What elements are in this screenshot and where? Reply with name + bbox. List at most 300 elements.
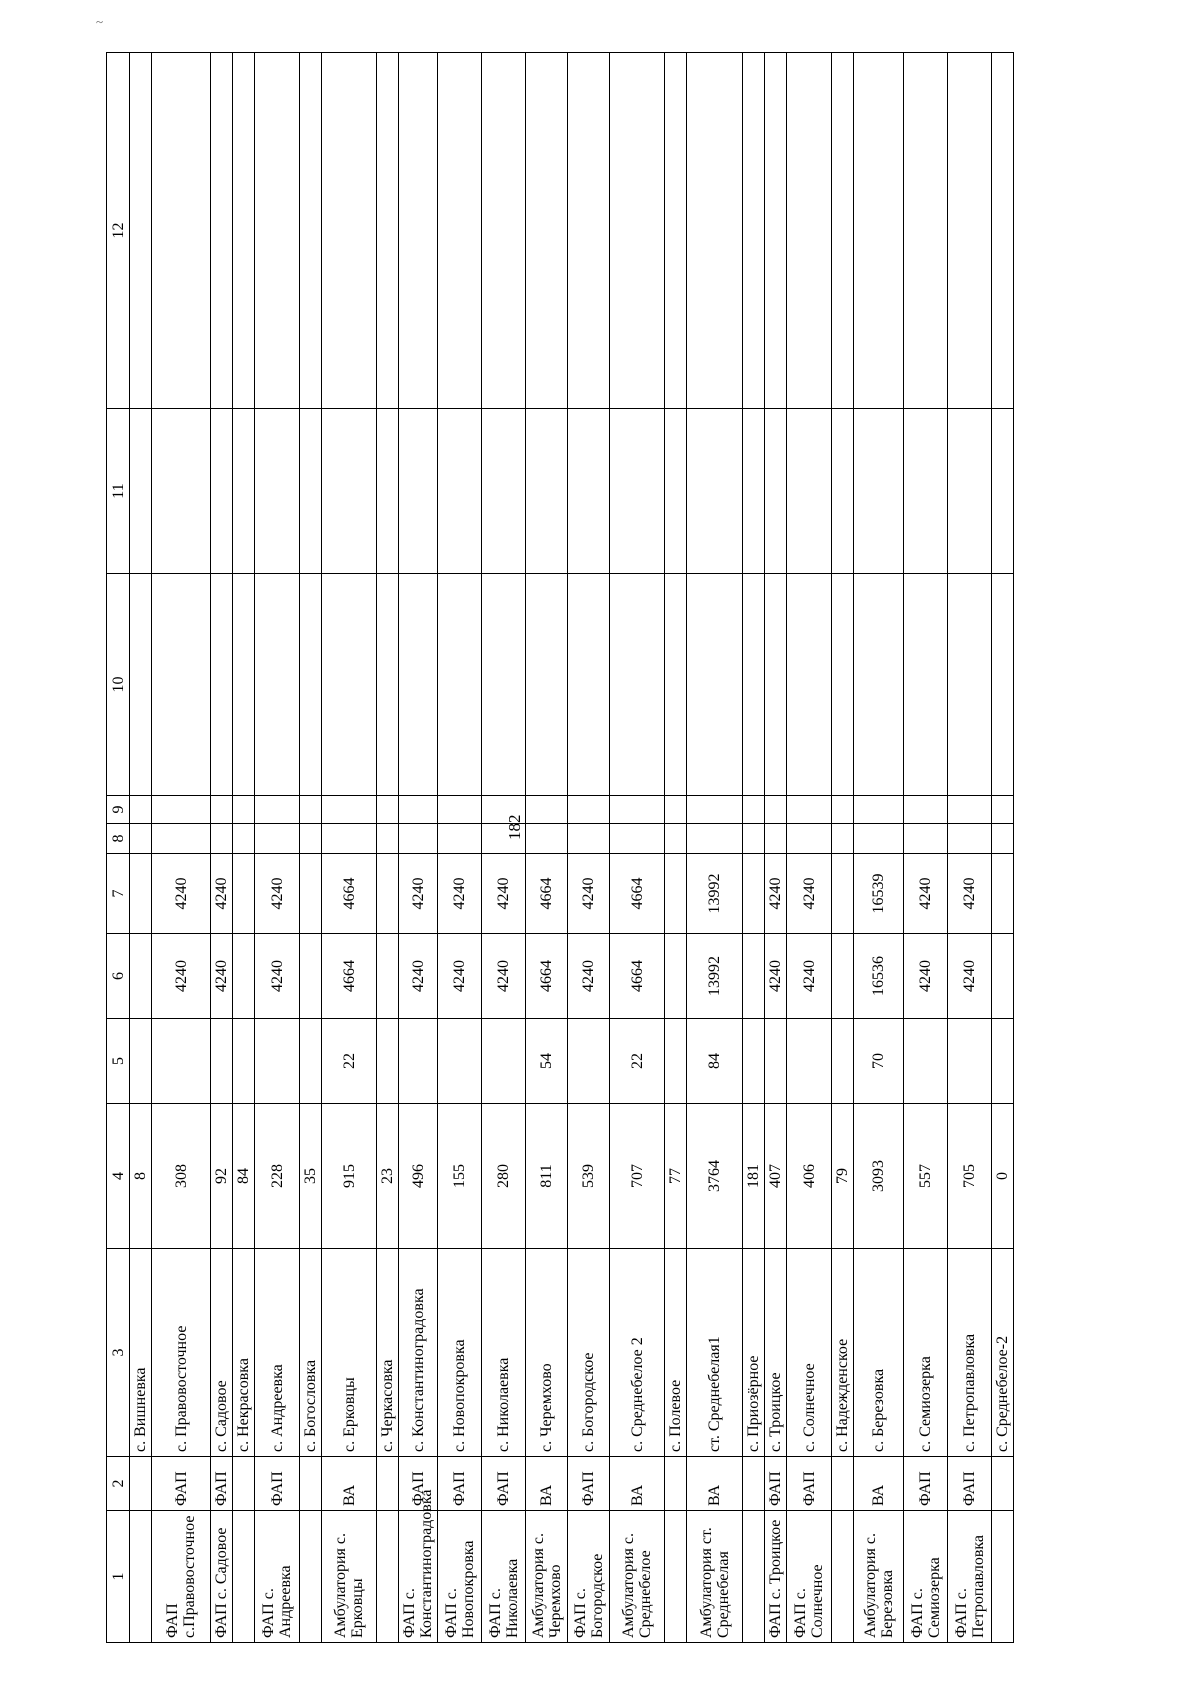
value-col7	[300, 854, 322, 934]
population: 496	[399, 1104, 438, 1249]
empty-cell	[399, 574, 438, 796]
rotated-table-wrapper	[106, 53, 1196, 1643]
empty-cell	[743, 53, 765, 409]
population: 228	[255, 1104, 300, 1249]
value-col5	[787, 1019, 832, 1104]
empty-cell	[322, 53, 377, 409]
population: 0	[992, 1104, 1014, 1249]
value-col6: 4240	[568, 934, 610, 1019]
empty-cell	[130, 796, 152, 824]
table-row	[482, 53, 526, 1643]
facility-type: ВА	[610, 1457, 665, 1511]
empty-cell	[743, 409, 765, 574]
value-col7: 4240	[438, 854, 482, 934]
value-col7	[665, 854, 687, 934]
value-col7: 4664	[322, 854, 377, 934]
value-col6: 13992	[687, 934, 743, 1019]
empty-cell	[233, 574, 255, 796]
empty-cell	[211, 574, 233, 796]
value-col6	[300, 934, 322, 1019]
value-col7: 4664	[526, 854, 568, 934]
empty-cell	[832, 796, 854, 824]
population: 79	[832, 1104, 854, 1249]
settlement: с. Надежденское	[832, 1249, 854, 1457]
empty-cell	[832, 409, 854, 574]
col-header: 9	[107, 796, 130, 824]
empty-cell	[233, 796, 255, 824]
empty-cell	[787, 574, 832, 796]
facility-type	[832, 1457, 854, 1511]
empty-cell	[482, 53, 526, 409]
facility-name	[665, 1511, 687, 1643]
settlement: с. Садовое	[211, 1249, 233, 1457]
facility-name: ФАП с.Правовосточное	[152, 1511, 211, 1643]
population: 3764	[687, 1104, 743, 1249]
population: 280	[482, 1104, 526, 1249]
value-col6: 4240	[255, 934, 300, 1019]
empty-cell	[687, 574, 743, 796]
settlement: с. Приозёрное	[743, 1249, 765, 1457]
facility-name	[832, 1511, 854, 1643]
facility-type: ФАП	[152, 1457, 211, 1511]
value-col7: 16539	[854, 854, 904, 934]
empty-cell	[526, 796, 568, 824]
population: 8	[130, 1104, 152, 1249]
facility-type: ФАП	[482, 1457, 526, 1511]
empty-cell	[233, 824, 255, 854]
empty-cell	[787, 409, 832, 574]
settlement: с. Черемхово	[526, 1249, 568, 1457]
population: 811	[526, 1104, 568, 1249]
empty-cell	[992, 409, 1014, 574]
empty-cell	[610, 409, 665, 574]
empty-cell	[300, 796, 322, 824]
empty-cell	[399, 796, 438, 824]
empty-cell	[743, 574, 765, 796]
settlement: с. Троицкое	[765, 1249, 787, 1457]
empty-cell	[904, 574, 948, 796]
empty-cell	[904, 53, 948, 409]
table-row	[211, 53, 233, 1643]
empty-cell	[482, 824, 526, 854]
empty-cell	[377, 53, 399, 409]
page-number: 182	[505, 814, 524, 840]
population: 407	[765, 1104, 787, 1249]
value-col7	[233, 854, 255, 934]
value-col7: 4240	[765, 854, 787, 934]
col-header: 3	[107, 1249, 130, 1457]
empty-cell	[665, 574, 687, 796]
population: 181	[743, 1104, 765, 1249]
empty-cell	[904, 796, 948, 824]
table-row	[300, 53, 322, 1643]
population: 92	[211, 1104, 233, 1249]
empty-cell	[832, 53, 854, 409]
table-row	[992, 53, 1014, 1643]
empty-cell	[438, 824, 482, 854]
settlement: с. Черкасовка	[377, 1249, 399, 1457]
value-col7: 4240	[787, 854, 832, 934]
value-col6: 4664	[526, 934, 568, 1019]
population: 77	[665, 1104, 687, 1249]
empty-cell	[992, 796, 1014, 824]
empty-cell	[438, 574, 482, 796]
value-col5	[482, 1019, 526, 1104]
empty-cell	[130, 409, 152, 574]
facility-name: Амбулатория с. Среднебелое	[610, 1511, 665, 1643]
value-col7: 4240	[255, 854, 300, 934]
value-col6	[377, 934, 399, 1019]
empty-cell	[322, 574, 377, 796]
value-col6: 4240	[438, 934, 482, 1019]
facility-type: ВА	[322, 1457, 377, 1511]
empty-cell	[568, 53, 610, 409]
settlement: с. Андреевка	[255, 1249, 300, 1457]
value-col7: 4240	[904, 854, 948, 934]
value-col7: 4664	[610, 854, 665, 934]
empty-cell	[854, 824, 904, 854]
empty-cell	[399, 824, 438, 854]
value-col5	[992, 1019, 1014, 1104]
value-col6	[743, 934, 765, 1019]
value-col5	[948, 1019, 992, 1104]
empty-cell	[211, 824, 233, 854]
settlement: с. Солнечное	[787, 1249, 832, 1457]
empty-cell	[854, 796, 904, 824]
table-row	[438, 53, 482, 1643]
value-col5	[832, 1019, 854, 1104]
empty-cell	[152, 796, 211, 824]
table-row	[904, 53, 948, 1643]
table-row	[665, 53, 687, 1643]
facility-type: ФАП	[211, 1457, 233, 1511]
facility-type: ВА	[854, 1457, 904, 1511]
value-col6: 16536	[854, 934, 904, 1019]
population: 406	[787, 1104, 832, 1249]
table-row	[854, 53, 904, 1643]
empty-cell	[152, 53, 211, 409]
table-row	[568, 53, 610, 1643]
settlement: с. Семиозерка	[904, 1249, 948, 1457]
facility-name	[743, 1511, 765, 1643]
empty-cell	[992, 824, 1014, 854]
facility-name	[300, 1511, 322, 1643]
table-row	[765, 53, 787, 1643]
empty-cell	[765, 409, 787, 574]
facility-type	[377, 1457, 399, 1511]
empty-cell	[233, 409, 255, 574]
facility-name: Амбулатория ст. Среднебелая	[687, 1511, 743, 1643]
value-col6	[130, 934, 152, 1019]
population: 35	[300, 1104, 322, 1249]
col-header: 12	[107, 53, 130, 409]
empty-cell	[765, 53, 787, 409]
empty-cell	[377, 824, 399, 854]
value-col7: 13992	[687, 854, 743, 934]
empty-cell	[482, 574, 526, 796]
value-col7	[832, 854, 854, 934]
facility-name: ФАП с. Троицкое	[765, 1511, 787, 1643]
empty-cell	[665, 796, 687, 824]
header-row	[107, 53, 130, 1643]
empty-cell	[948, 53, 992, 409]
empty-cell	[482, 409, 526, 574]
value-col7	[377, 854, 399, 934]
empty-cell	[255, 824, 300, 854]
value-col5	[904, 1019, 948, 1104]
empty-cell	[665, 409, 687, 574]
facility-type	[665, 1457, 687, 1511]
empty-cell	[687, 53, 743, 409]
empty-cell	[526, 574, 568, 796]
empty-cell	[568, 409, 610, 574]
settlement: с. Среднебелое 2	[610, 1249, 665, 1457]
facility-type: ФАП	[948, 1457, 992, 1511]
table-row	[787, 53, 832, 1643]
col-header: 5	[107, 1019, 130, 1104]
empty-cell	[787, 53, 832, 409]
table-body	[130, 53, 1014, 1643]
value-col5	[399, 1019, 438, 1104]
facility-type	[130, 1457, 152, 1511]
settlement: с. Богородское	[568, 1249, 610, 1457]
population: 23	[377, 1104, 399, 1249]
value-col7: 4240	[399, 854, 438, 934]
empty-cell	[482, 796, 526, 824]
value-col6: 4240	[948, 934, 992, 1019]
empty-cell	[300, 409, 322, 574]
empty-cell	[526, 409, 568, 574]
value-col5: 22	[610, 1019, 665, 1104]
facility-type: ФАП	[568, 1457, 610, 1511]
value-col5	[300, 1019, 322, 1104]
value-col5	[438, 1019, 482, 1104]
empty-cell	[948, 796, 992, 824]
empty-cell	[765, 824, 787, 854]
empty-cell	[687, 824, 743, 854]
empty-cell	[130, 574, 152, 796]
facility-name	[130, 1511, 152, 1643]
col-header: 4	[107, 1104, 130, 1249]
table-row	[832, 53, 854, 1643]
value-col5	[152, 1019, 211, 1104]
facility-name: ФАП с. Андреевка	[255, 1511, 300, 1643]
facility-name: ФАП с. Новопокровка	[438, 1511, 482, 1643]
value-col7: 4240	[482, 854, 526, 934]
value-col5	[211, 1019, 233, 1104]
facility-type: ФАП	[438, 1457, 482, 1511]
col-header: 10	[107, 574, 130, 796]
facility-name: Амбулатория с. Ерковцы	[322, 1511, 377, 1643]
value-col5: 54	[526, 1019, 568, 1104]
facility-name: Амбулатория с. Черемхово	[526, 1511, 568, 1643]
settlement: с. Полевое	[665, 1249, 687, 1457]
facility-name	[377, 1511, 399, 1643]
empty-cell	[255, 574, 300, 796]
value-col7	[992, 854, 1014, 934]
empty-cell	[568, 796, 610, 824]
facility-name: ФАП с. Солнечное	[787, 1511, 832, 1643]
empty-cell	[438, 53, 482, 409]
table-row	[610, 53, 665, 1643]
value-col6	[992, 934, 1014, 1019]
settlement: с. Петропавловка	[948, 1249, 992, 1457]
empty-cell	[610, 824, 665, 854]
empty-cell	[255, 796, 300, 824]
table-row	[526, 53, 568, 1643]
empty-cell	[665, 53, 687, 409]
col-header: 2	[107, 1457, 130, 1511]
empty-cell	[948, 409, 992, 574]
empty-cell	[765, 574, 787, 796]
value-col5: 84	[687, 1019, 743, 1104]
population: 539	[568, 1104, 610, 1249]
empty-cell	[948, 824, 992, 854]
settlement: с. Богословка	[300, 1249, 322, 1457]
facility-type	[992, 1457, 1014, 1511]
value-col7: 4240	[948, 854, 992, 934]
empty-cell	[130, 53, 152, 409]
empty-cell	[377, 796, 399, 824]
value-col5	[743, 1019, 765, 1104]
empty-cell	[743, 824, 765, 854]
empty-cell	[568, 824, 610, 854]
table-row	[233, 53, 255, 1643]
settlement: с. Вишневка	[130, 1249, 152, 1457]
empty-cell	[787, 824, 832, 854]
empty-cell	[377, 574, 399, 796]
table-row	[152, 53, 211, 1643]
empty-cell	[610, 796, 665, 824]
population: 705	[948, 1104, 992, 1249]
empty-cell	[832, 574, 854, 796]
value-col6: 4240	[765, 934, 787, 1019]
value-col6: 4240	[211, 934, 233, 1019]
table-row	[255, 53, 300, 1643]
facility-name: ФАП с. Семиозерка	[904, 1511, 948, 1643]
table-row	[130, 53, 152, 1643]
empty-cell	[255, 53, 300, 409]
value-col6: 4240	[787, 934, 832, 1019]
empty-cell	[211, 409, 233, 574]
value-col6: 4664	[610, 934, 665, 1019]
facility-name: ФАП с. Петропавловка	[948, 1511, 992, 1643]
empty-cell	[854, 409, 904, 574]
value-col6: 4664	[322, 934, 377, 1019]
table-row	[399, 53, 438, 1643]
settlement: ст. Среднебелая1	[687, 1249, 743, 1457]
empty-cell	[322, 409, 377, 574]
empty-cell	[854, 53, 904, 409]
population: 557	[904, 1104, 948, 1249]
value-col7: 4240	[211, 854, 233, 934]
settlement: с. Ерковцы	[322, 1249, 377, 1457]
empty-cell	[152, 409, 211, 574]
empty-cell	[992, 574, 1014, 796]
col-header: 6	[107, 934, 130, 1019]
facility-name	[992, 1511, 1014, 1643]
empty-cell	[832, 824, 854, 854]
value-col6: 4240	[399, 934, 438, 1019]
col-header: 8	[107, 824, 130, 854]
facility-type	[300, 1457, 322, 1511]
facility-type	[233, 1457, 255, 1511]
col-header: 11	[107, 409, 130, 574]
value-col6	[832, 934, 854, 1019]
population: 3093	[854, 1104, 904, 1249]
col-header: 1	[107, 1511, 130, 1643]
facility-type: ФАП	[904, 1457, 948, 1511]
empty-cell	[322, 796, 377, 824]
empty-cell	[904, 409, 948, 574]
facility-name: ФАП с. Николаевка	[482, 1511, 526, 1643]
empty-cell	[992, 53, 1014, 409]
facility-type: ФАП	[765, 1457, 787, 1511]
population: 155	[438, 1104, 482, 1249]
population: 915	[322, 1104, 377, 1249]
table-row	[322, 53, 377, 1643]
empty-cell	[687, 409, 743, 574]
facility-type: ФАП	[255, 1457, 300, 1511]
data-table	[106, 52, 1014, 1643]
facility-name: Амбулатория с. Березовка	[854, 1511, 904, 1643]
settlement: с. Правовосточное	[152, 1249, 211, 1457]
value-col5	[130, 1019, 152, 1104]
empty-cell	[904, 824, 948, 854]
value-col5	[765, 1019, 787, 1104]
empty-cell	[665, 824, 687, 854]
empty-cell	[152, 824, 211, 854]
value-col7: 4240	[152, 854, 211, 934]
value-col6	[665, 934, 687, 1019]
empty-cell	[765, 796, 787, 824]
settlement: с. Среднебелое-2	[992, 1249, 1014, 1457]
empty-cell	[130, 824, 152, 854]
settlement: с. Некрасовка	[233, 1249, 255, 1457]
empty-cell	[438, 796, 482, 824]
empty-cell	[854, 574, 904, 796]
empty-cell	[255, 409, 300, 574]
value-col7: 4240	[568, 854, 610, 934]
empty-cell	[610, 574, 665, 796]
settlement: с. Березовка	[854, 1249, 904, 1457]
population: 707	[610, 1104, 665, 1249]
empty-cell	[211, 796, 233, 824]
value-col5: 70	[854, 1019, 904, 1104]
settlement: с. Константиноградовка	[399, 1249, 438, 1457]
value-col7	[743, 854, 765, 934]
empty-cell	[568, 574, 610, 796]
facility-type: ФАП	[787, 1457, 832, 1511]
empty-cell	[322, 824, 377, 854]
value-col6: 4240	[904, 934, 948, 1019]
value-col5	[665, 1019, 687, 1104]
empty-cell	[300, 824, 322, 854]
value-col5: 22	[322, 1019, 377, 1104]
empty-cell	[526, 824, 568, 854]
empty-cell	[211, 53, 233, 409]
value-col6: 4240	[482, 934, 526, 1019]
facility-type	[743, 1457, 765, 1511]
table-row	[377, 53, 399, 1643]
facility-type: ВА	[526, 1457, 568, 1511]
empty-cell	[687, 796, 743, 824]
scan-speck: ~	[96, 14, 104, 29]
value-col5	[568, 1019, 610, 1104]
value-col6: 4240	[152, 934, 211, 1019]
facility-name	[233, 1511, 255, 1643]
facility-name: ФАП с. Садовое	[211, 1511, 233, 1643]
